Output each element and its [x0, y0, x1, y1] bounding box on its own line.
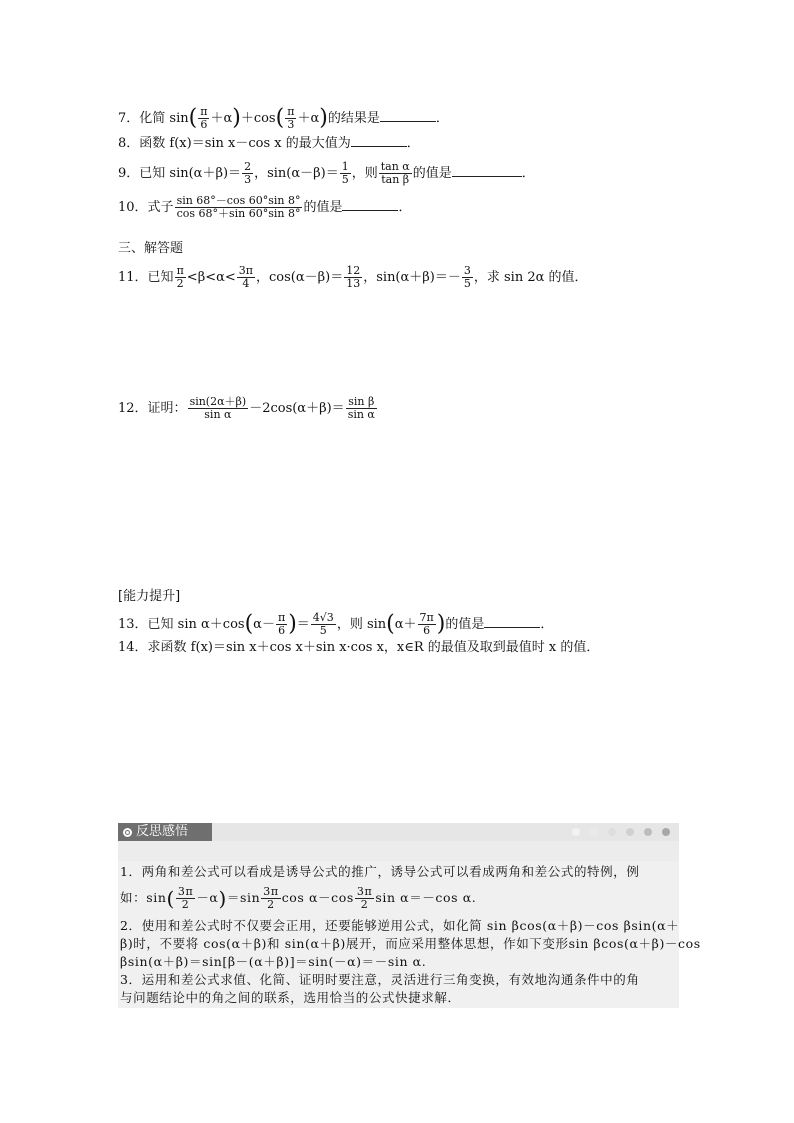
problem-9	[118, 161, 535, 186]
fraction	[175, 195, 303, 220]
fraction-denominator: 3	[287, 118, 295, 131]
fraction-numerator: tan α	[380, 160, 410, 173]
fraction-denominator: 3	[244, 173, 252, 186]
problem-number: 13．	[118, 617, 148, 632]
paren-open: (	[244, 611, 254, 637]
problem-text: －2cos(α＋β)＝	[249, 401, 345, 416]
dot-icon	[644, 828, 652, 836]
fraction-denominator: 2	[360, 898, 369, 911]
problem-text: <β<α<	[186, 270, 236, 285]
problem-text: 的值是	[303, 200, 343, 215]
answer-blank[interactable]	[351, 134, 407, 147]
fraction-denominator: sin α	[347, 408, 375, 421]
reflection-line: 3．运用和差公式求值、化简、证明时要注意，灵活进行三角变换，有效地沟通条件中的角	[120, 972, 640, 987]
reflection-text: －α	[196, 890, 219, 905]
problem-text: ．	[540, 617, 554, 632]
fraction	[340, 161, 351, 186]
reflection-line: 2．使用和差公式时不仅要会正用，还要能够逆用公式，如化简 sin βcos(α＋β)－cos βsin(α＋	[120, 918, 680, 933]
problem-text: 的结果是	[327, 111, 380, 126]
fraction-numerator: 12	[346, 264, 361, 277]
problem-14	[118, 640, 599, 656]
dot-icon	[590, 828, 598, 836]
fraction	[344, 265, 362, 290]
problem-number: 7．	[118, 111, 140, 126]
fraction-numerator: 3π	[356, 885, 373, 898]
fraction-numerator: π	[287, 105, 295, 118]
fraction-denominator: 4	[242, 277, 250, 290]
fraction	[285, 106, 296, 131]
fraction-numerator: sin(2α＋β)	[189, 395, 247, 408]
fraction-denominator: tan β	[381, 173, 410, 186]
fraction-numerator: 3π	[177, 885, 194, 898]
fraction-numerator: sin 68°－cos 60°sin 8°	[176, 194, 301, 207]
problem-13	[118, 612, 553, 637]
reflection-text: sin α＝－cos α.	[375, 890, 477, 905]
problem-number: 10．	[118, 200, 148, 215]
fraction-numerator: π	[200, 105, 208, 118]
problem-text: 已知 sin α＋cos	[147, 617, 245, 632]
fraction-denominator: 5	[319, 624, 327, 637]
problem-number: 8．	[118, 136, 140, 151]
problem-number: 12．	[118, 401, 148, 416]
problem-text: ，sin(α－β)＝	[254, 166, 339, 181]
reflection-tab	[118, 823, 212, 841]
problem-text: 函数 f(x)＝sin x－cos x 的最大值为	[139, 136, 351, 151]
fraction	[242, 161, 253, 186]
fraction-numerator: 1	[341, 160, 349, 173]
problem-text: ．	[521, 166, 535, 181]
answer-blank[interactable]	[452, 164, 522, 177]
problem-text: ，求 sin 2α 的值．	[473, 270, 588, 285]
problem-7	[118, 106, 449, 131]
fraction-numerator: 3π	[238, 264, 254, 277]
fraction-denominator: 5	[341, 173, 349, 186]
dot-icon	[572, 828, 580, 836]
reflection-line: 与问题结论中的角之间的联系，选用恰当的公式快捷求解．	[120, 990, 461, 1005]
fraction-numerator: 7π	[419, 611, 434, 624]
paren-close: )	[436, 611, 446, 637]
reflection-text: cos α－cos	[281, 890, 354, 905]
fraction-numerator: π	[176, 264, 184, 277]
paren-open: (	[275, 105, 285, 131]
reflection-line: β)时，不要将 cos(α＋β)和 sin(α＋β)展开，而应采用整体思想，作如下变形sin βcos(α＋β)－cos	[120, 936, 701, 951]
answer-blank[interactable]	[380, 109, 436, 122]
problem-number: 9．	[118, 166, 140, 181]
fraction	[261, 886, 280, 911]
problem-text: 已知	[147, 270, 174, 285]
dot-icon	[626, 828, 634, 836]
problem-text: 证明：	[147, 401, 187, 416]
reflection-line	[120, 886, 476, 911]
problem-text: ，sin(α＋β)＝－	[363, 270, 461, 285]
paren-close: )	[218, 886, 227, 911]
fraction-numerator: 2	[244, 160, 252, 173]
fraction-denominator: 2	[181, 898, 190, 911]
paren-open: (	[188, 105, 198, 131]
problem-text: α－	[253, 617, 275, 632]
paren-open: (	[386, 611, 395, 637]
problem-text: ．	[398, 200, 412, 215]
fraction-denominator: 5	[463, 277, 471, 290]
problem-text: ，则	[351, 166, 378, 181]
reflection-title: 反思感悟	[136, 824, 189, 839]
fraction-numerator: π	[277, 611, 286, 624]
fraction	[175, 265, 186, 290]
problem-text: ，cos(α－β)＝	[256, 270, 344, 285]
problem-text: 的值是	[412, 166, 452, 181]
fraction-denominator: 2	[267, 898, 275, 911]
fraction	[418, 612, 436, 637]
problem-text: ＋α	[210, 111, 233, 126]
problem-12	[118, 396, 378, 421]
problem-text: ．	[435, 111, 449, 126]
fraction-numerator: 3	[463, 264, 471, 277]
answer-blank[interactable]	[484, 615, 540, 628]
fraction-denominator: 6	[200, 118, 208, 131]
fraction-numerator: 4√3	[312, 611, 334, 624]
problem-text: ＋cos	[240, 111, 276, 126]
fraction-denominator: 13	[346, 277, 361, 290]
fraction	[188, 396, 249, 421]
section-heading: 三、解答题	[118, 241, 184, 256]
fraction-numerator: sin β	[346, 396, 377, 409]
problem-text: ＋α	[297, 111, 320, 126]
paren-open: (	[166, 886, 175, 911]
fraction	[237, 265, 255, 290]
ability-heading: [能力提升]	[118, 589, 181, 604]
problem-number: 11．	[118, 270, 148, 285]
paren-close: )	[319, 105, 328, 131]
fraction-numerator: 3π	[263, 885, 279, 898]
fraction	[311, 612, 336, 637]
fraction	[276, 612, 287, 637]
reflection-text: ＝sin	[226, 890, 261, 905]
fraction-denominator: cos 68°＋sin 60°sin 8°	[176, 207, 301, 220]
fraction-denominator: 6	[423, 624, 431, 637]
fraction-denominator: 6	[278, 624, 286, 637]
fraction	[355, 886, 374, 911]
problem-text: ．	[406, 136, 420, 151]
problem-number: 14．	[118, 640, 148, 655]
problem-text: 的值是	[445, 617, 485, 632]
reflection-line: 1．两角和差公式可以看成是诱导公式的推广，诱导公式可以看成两角和差公式的特例，例	[120, 864, 640, 879]
fraction-denominator: sin α	[204, 408, 232, 421]
fraction	[379, 161, 412, 186]
problem-text: ＝	[296, 617, 310, 632]
problem-text: α＋	[394, 617, 417, 632]
dot-icon	[608, 828, 616, 836]
fraction	[176, 886, 195, 911]
problem-8	[118, 134, 420, 152]
answer-blank[interactable]	[342, 198, 398, 211]
fraction	[198, 106, 209, 131]
problem-text: 已知 sin(α＋β)＝	[139, 166, 242, 181]
problem-text: 求函数 f(x)＝sin x＋cos x＋sin x·cos x，x∈R 的最值及取到最值时 x 的值．	[147, 640, 600, 655]
target-icon	[123, 828, 132, 837]
reflection-spacer	[118, 841, 679, 861]
dot-icon	[662, 828, 670, 836]
fraction-denominator: 2	[176, 277, 184, 290]
paren-close: )	[288, 611, 297, 637]
reflection-line: βsin(α＋β)＝sin[β－(α＋β)]＝sin(－α)＝－sin α.	[120, 954, 427, 969]
problem-text: ，则 sin	[336, 617, 387, 632]
problem-text: 式子	[147, 200, 174, 215]
fraction	[346, 396, 377, 421]
paren-close: )	[232, 105, 241, 131]
problem-10	[118, 195, 412, 220]
problem-11	[118, 265, 588, 290]
fraction	[462, 265, 473, 290]
reflection-text: 如：sin	[120, 890, 167, 905]
problem-text: 化简 sin	[139, 111, 189, 126]
